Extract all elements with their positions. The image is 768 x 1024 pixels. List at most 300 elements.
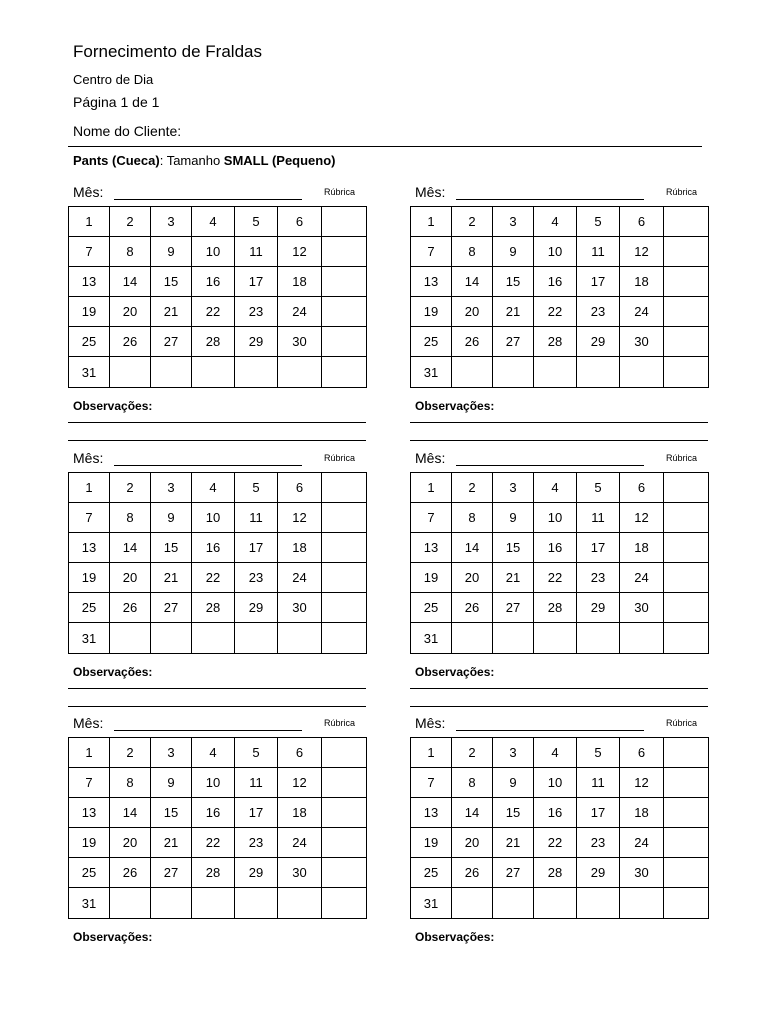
day-cell[interactable]: 27 bbox=[151, 593, 192, 623]
day-cell[interactable]: 4 bbox=[534, 473, 577, 503]
day-cell[interactable]: 8 bbox=[452, 237, 493, 267]
day-cell[interactable]: 6 bbox=[278, 738, 322, 768]
observations-label: Observações: bbox=[73, 930, 153, 944]
day-cell[interactable]: 12 bbox=[278, 237, 322, 267]
rubrica-cell[interactable] bbox=[322, 327, 367, 357]
day-cell[interactable] bbox=[151, 623, 192, 654]
day-cell[interactable]: 17 bbox=[577, 798, 620, 828]
day-cell[interactable]: 16 bbox=[534, 533, 577, 563]
day-cell[interactable]: 11 bbox=[577, 768, 620, 798]
day-cell[interactable]: 23 bbox=[235, 828, 278, 858]
day-cell[interactable]: 19 bbox=[411, 297, 452, 327]
rubrica-cell[interactable] bbox=[664, 267, 709, 297]
days-row bbox=[69, 858, 367, 888]
day-cell[interactable]: 17 bbox=[577, 267, 620, 297]
day-cell[interactable] bbox=[192, 357, 235, 388]
day-cell[interactable]: 7 bbox=[411, 768, 452, 798]
rubrica-cell[interactable] bbox=[664, 237, 709, 267]
day-cell[interactable]: 18 bbox=[278, 267, 322, 297]
rubrica-label: Rúbrica bbox=[324, 187, 356, 197]
day-cell[interactable]: 30 bbox=[278, 858, 322, 888]
day-cell[interactable] bbox=[620, 623, 664, 654]
day-cell[interactable]: 8 bbox=[452, 768, 493, 798]
observations-line[interactable] bbox=[410, 688, 708, 689]
day-cell[interactable]: 29 bbox=[235, 327, 278, 357]
rubrica-cell[interactable] bbox=[664, 768, 709, 798]
day-cell[interactable] bbox=[151, 888, 192, 919]
day-cell[interactable]: 17 bbox=[235, 798, 278, 828]
day-cell[interactable]: 12 bbox=[620, 503, 664, 533]
day-cell[interactable] bbox=[620, 357, 664, 388]
observations-line[interactable] bbox=[68, 422, 366, 423]
rubrica-cell[interactable] bbox=[322, 768, 367, 798]
day-cell[interactable]: 7 bbox=[69, 503, 110, 533]
days-row bbox=[69, 473, 367, 503]
day-cell[interactable]: 20 bbox=[452, 563, 493, 593]
day-cell[interactable]: 5 bbox=[577, 738, 620, 768]
days-row bbox=[69, 828, 367, 858]
day-cell[interactable]: 13 bbox=[411, 798, 452, 828]
days-row bbox=[69, 768, 367, 798]
day-cell[interactable]: 25 bbox=[411, 327, 452, 357]
day-cell[interactable] bbox=[577, 623, 620, 654]
day-cell[interactable]: 12 bbox=[620, 768, 664, 798]
day-cell[interactable]: 30 bbox=[278, 327, 322, 357]
month-field[interactable] bbox=[114, 199, 302, 200]
day-cell[interactable] bbox=[192, 623, 235, 654]
day-cell[interactable]: 11 bbox=[235, 503, 278, 533]
day-cell[interactable]: 15 bbox=[151, 267, 192, 297]
day-cell[interactable]: 21 bbox=[493, 563, 534, 593]
day-cell[interactable]: 30 bbox=[620, 593, 664, 623]
day-cell[interactable]: 4 bbox=[192, 473, 235, 503]
day-cell[interactable]: 20 bbox=[452, 828, 493, 858]
day-cell[interactable]: 9 bbox=[151, 503, 192, 533]
day-cell[interactable]: 26 bbox=[452, 327, 493, 357]
day-cell[interactable]: 6 bbox=[278, 207, 322, 237]
day-cell[interactable]: 11 bbox=[577, 503, 620, 533]
day-cell[interactable]: 25 bbox=[69, 327, 110, 357]
day-cell[interactable]: 17 bbox=[235, 267, 278, 297]
day-cell[interactable]: 29 bbox=[577, 858, 620, 888]
day-cell[interactable]: 6 bbox=[620, 207, 664, 237]
rubrica-cell[interactable] bbox=[322, 267, 367, 297]
rubrica-cell[interactable] bbox=[322, 593, 367, 623]
days-row bbox=[69, 738, 367, 768]
observations-line[interactable] bbox=[410, 440, 708, 441]
month-block-4 bbox=[410, 450, 710, 710]
day-cell[interactable]: 27 bbox=[151, 327, 192, 357]
day-cell[interactable]: 5 bbox=[235, 207, 278, 237]
day-cell[interactable]: 7 bbox=[69, 768, 110, 798]
day-cell[interactable]: 19 bbox=[69, 828, 110, 858]
day-cell[interactable] bbox=[534, 888, 577, 919]
day-cell[interactable]: 12 bbox=[278, 768, 322, 798]
day-cell[interactable]: 9 bbox=[493, 237, 534, 267]
day-cell[interactable] bbox=[278, 357, 322, 388]
day-cell[interactable] bbox=[151, 357, 192, 388]
day-cell[interactable] bbox=[110, 357, 151, 388]
day-cell[interactable] bbox=[278, 623, 322, 654]
rubrica-cell[interactable] bbox=[664, 207, 709, 237]
day-cell[interactable]: 20 bbox=[110, 563, 151, 593]
day-cell[interactable]: 2 bbox=[452, 738, 493, 768]
day-cell[interactable] bbox=[235, 623, 278, 654]
day-cell[interactable]: 27 bbox=[493, 327, 534, 357]
day-cell[interactable]: 26 bbox=[452, 593, 493, 623]
day-cell[interactable] bbox=[493, 623, 534, 654]
day-cell[interactable]: 24 bbox=[620, 828, 664, 858]
day-cell[interactable]: 31 bbox=[411, 888, 452, 919]
day-cell[interactable]: 25 bbox=[69, 858, 110, 888]
day-cell[interactable]: 31 bbox=[69, 888, 110, 919]
day-cell[interactable]: 16 bbox=[534, 798, 577, 828]
product-type: Pants (Cueca) bbox=[73, 153, 160, 168]
day-cell[interactable]: 26 bbox=[110, 593, 151, 623]
day-cell[interactable]: 24 bbox=[278, 297, 322, 327]
day-cell[interactable]: 14 bbox=[452, 798, 493, 828]
day-cell[interactable]: 1 bbox=[411, 738, 452, 768]
day-cell[interactable]: 26 bbox=[452, 858, 493, 888]
days-row bbox=[411, 888, 709, 919]
day-cell[interactable]: 1 bbox=[69, 207, 110, 237]
rubrica-cell[interactable] bbox=[322, 563, 367, 593]
day-cell[interactable]: 14 bbox=[110, 533, 151, 563]
day-cell[interactable]: 30 bbox=[620, 858, 664, 888]
day-cell[interactable]: 22 bbox=[192, 297, 235, 327]
day-cell[interactable]: 11 bbox=[577, 237, 620, 267]
days-row bbox=[69, 357, 367, 388]
day-cell[interactable] bbox=[452, 357, 493, 388]
day-cell[interactable]: 28 bbox=[534, 593, 577, 623]
rubrica-cell[interactable] bbox=[664, 738, 709, 768]
day-cell[interactable]: 21 bbox=[493, 297, 534, 327]
day-cell[interactable] bbox=[493, 357, 534, 388]
day-cell[interactable]: 8 bbox=[110, 237, 151, 267]
day-cell[interactable]: 20 bbox=[110, 828, 151, 858]
day-cell[interactable]: 17 bbox=[235, 533, 278, 563]
day-cell[interactable]: 30 bbox=[278, 593, 322, 623]
day-cell[interactable]: 18 bbox=[278, 798, 322, 828]
day-cell[interactable] bbox=[577, 888, 620, 919]
day-cell[interactable]: 18 bbox=[620, 267, 664, 297]
day-cell[interactable]: 25 bbox=[411, 858, 452, 888]
day-cell[interactable]: 22 bbox=[534, 828, 577, 858]
rubrica-cell[interactable] bbox=[664, 503, 709, 533]
day-cell[interactable]: 14 bbox=[110, 798, 151, 828]
day-cell[interactable]: 4 bbox=[192, 738, 235, 768]
day-cell[interactable]: 4 bbox=[534, 738, 577, 768]
day-cell[interactable]: 16 bbox=[192, 798, 235, 828]
observations-label: Observações: bbox=[415, 930, 495, 944]
rubrica-cell[interactable] bbox=[322, 297, 367, 327]
rubrica-cell[interactable] bbox=[664, 858, 709, 888]
rubrica-cell[interactable] bbox=[322, 828, 367, 858]
month-block-6 bbox=[410, 715, 710, 975]
day-cell[interactable]: 23 bbox=[577, 563, 620, 593]
day-cell[interactable] bbox=[493, 888, 534, 919]
days-row bbox=[69, 503, 367, 533]
day-cell[interactable]: 6 bbox=[620, 473, 664, 503]
days-row bbox=[411, 327, 709, 357]
day-cell[interactable] bbox=[278, 888, 322, 919]
observations-line[interactable] bbox=[410, 422, 708, 423]
day-cell[interactable]: 19 bbox=[69, 297, 110, 327]
day-cell[interactable]: 21 bbox=[151, 297, 192, 327]
client-name-label: Nome do Cliente: bbox=[73, 123, 182, 139]
day-cell[interactable]: 24 bbox=[620, 563, 664, 593]
day-cell[interactable]: 10 bbox=[192, 237, 235, 267]
days-row bbox=[411, 207, 709, 237]
day-cell[interactable]: 18 bbox=[620, 533, 664, 563]
day-cell[interactable]: 12 bbox=[620, 237, 664, 267]
day-cell[interactable]: 10 bbox=[534, 503, 577, 533]
day-cell[interactable]: 10 bbox=[192, 768, 235, 798]
day-cell[interactable]: 1 bbox=[411, 207, 452, 237]
day-cell[interactable]: 14 bbox=[110, 267, 151, 297]
day-cell[interactable]: 29 bbox=[577, 593, 620, 623]
day-cell[interactable]: 30 bbox=[620, 327, 664, 357]
day-cell[interactable]: 9 bbox=[151, 768, 192, 798]
day-cell[interactable]: 15 bbox=[493, 533, 534, 563]
rubrica-cell[interactable] bbox=[664, 828, 709, 858]
day-cell[interactable]: 5 bbox=[577, 473, 620, 503]
observations-line[interactable] bbox=[68, 706, 366, 707]
rubrica-cell[interactable] bbox=[664, 473, 709, 503]
day-cell[interactable]: 24 bbox=[620, 297, 664, 327]
observations-line[interactable] bbox=[68, 688, 366, 689]
day-cell[interactable]: 2 bbox=[452, 473, 493, 503]
day-cell[interactable]: 31 bbox=[411, 357, 452, 388]
observations-line[interactable] bbox=[68, 440, 366, 441]
day-cell[interactable]: 23 bbox=[235, 563, 278, 593]
month-block-3 bbox=[68, 450, 368, 710]
day-cell[interactable]: 16 bbox=[534, 267, 577, 297]
rubrica-cell[interactable] bbox=[664, 593, 709, 623]
day-cell[interactable]: 14 bbox=[452, 533, 493, 563]
rubrica-cell[interactable] bbox=[664, 623, 709, 654]
day-cell[interactable]: 10 bbox=[534, 237, 577, 267]
day-cell[interactable]: 31 bbox=[411, 623, 452, 654]
days-grid bbox=[68, 206, 367, 388]
days-row bbox=[411, 738, 709, 768]
day-cell[interactable]: 19 bbox=[411, 828, 452, 858]
day-cell[interactable]: 22 bbox=[192, 828, 235, 858]
day-cell[interactable]: 8 bbox=[452, 503, 493, 533]
days-grid bbox=[410, 206, 709, 388]
rubrica-cell[interactable] bbox=[322, 533, 367, 563]
day-cell[interactable]: 9 bbox=[151, 237, 192, 267]
month-field[interactable] bbox=[114, 465, 302, 466]
day-cell[interactable] bbox=[235, 357, 278, 388]
day-cell[interactable]: 10 bbox=[534, 768, 577, 798]
day-cell[interactable]: 18 bbox=[278, 533, 322, 563]
day-cell[interactable]: 3 bbox=[151, 473, 192, 503]
day-cell[interactable] bbox=[534, 357, 577, 388]
day-cell[interactable] bbox=[452, 623, 493, 654]
day-cell[interactable]: 27 bbox=[151, 858, 192, 888]
day-cell[interactable]: 17 bbox=[577, 533, 620, 563]
day-cell[interactable]: 24 bbox=[278, 563, 322, 593]
day-cell[interactable]: 4 bbox=[192, 207, 235, 237]
day-cell[interactable]: 18 bbox=[620, 798, 664, 828]
day-cell[interactable]: 27 bbox=[493, 858, 534, 888]
day-cell[interactable]: 6 bbox=[278, 473, 322, 503]
day-cell[interactable]: 6 bbox=[620, 738, 664, 768]
day-cell[interactable]: 1 bbox=[69, 473, 110, 503]
day-cell[interactable]: 11 bbox=[235, 768, 278, 798]
rubrica-cell[interactable] bbox=[322, 357, 367, 388]
day-cell[interactable]: 10 bbox=[192, 503, 235, 533]
days-row bbox=[411, 563, 709, 593]
day-cell[interactable] bbox=[620, 888, 664, 919]
month-field[interactable] bbox=[456, 199, 644, 200]
day-cell[interactable]: 27 bbox=[493, 593, 534, 623]
rubrica-cell[interactable] bbox=[664, 533, 709, 563]
month-field[interactable] bbox=[114, 730, 302, 731]
rubrica-cell[interactable] bbox=[322, 237, 367, 267]
day-cell[interactable] bbox=[534, 623, 577, 654]
day-cell[interactable]: 3 bbox=[493, 207, 534, 237]
day-cell[interactable]: 15 bbox=[493, 267, 534, 297]
day-cell[interactable] bbox=[577, 357, 620, 388]
day-cell[interactable]: 3 bbox=[151, 207, 192, 237]
day-cell[interactable]: 26 bbox=[110, 327, 151, 357]
days-grid bbox=[68, 472, 367, 654]
day-cell[interactable]: 1 bbox=[411, 473, 452, 503]
day-cell[interactable]: 31 bbox=[69, 357, 110, 388]
day-cell[interactable]: 15 bbox=[151, 798, 192, 828]
day-cell[interactable]: 25 bbox=[69, 593, 110, 623]
day-cell[interactable]: 22 bbox=[534, 563, 577, 593]
day-cell[interactable]: 23 bbox=[577, 297, 620, 327]
month-field[interactable] bbox=[456, 730, 644, 731]
days-row bbox=[411, 267, 709, 297]
day-cell[interactable]: 11 bbox=[235, 237, 278, 267]
day-cell[interactable]: 21 bbox=[151, 563, 192, 593]
day-cell[interactable] bbox=[235, 888, 278, 919]
client-name-field[interactable] bbox=[68, 146, 702, 147]
rubrica-cell[interactable] bbox=[664, 563, 709, 593]
rubrica-cell[interactable] bbox=[322, 207, 367, 237]
day-cell[interactable]: 13 bbox=[69, 533, 110, 563]
day-cell[interactable]: 2 bbox=[452, 207, 493, 237]
day-cell[interactable]: 24 bbox=[278, 828, 322, 858]
day-cell[interactable]: 3 bbox=[493, 738, 534, 768]
day-cell[interactable]: 2 bbox=[110, 473, 151, 503]
day-cell[interactable] bbox=[192, 888, 235, 919]
day-cell[interactable]: 4 bbox=[534, 207, 577, 237]
day-cell[interactable]: 13 bbox=[411, 533, 452, 563]
day-cell[interactable]: 21 bbox=[151, 828, 192, 858]
day-cell[interactable]: 20 bbox=[110, 297, 151, 327]
rubrica-cell[interactable] bbox=[322, 798, 367, 828]
day-cell[interactable]: 8 bbox=[110, 503, 151, 533]
day-cell[interactable]: 5 bbox=[235, 738, 278, 768]
day-cell[interactable]: 14 bbox=[452, 267, 493, 297]
day-cell[interactable]: 2 bbox=[110, 207, 151, 237]
day-cell[interactable]: 5 bbox=[235, 473, 278, 503]
day-cell[interactable] bbox=[110, 623, 151, 654]
rubrica-cell[interactable] bbox=[664, 297, 709, 327]
day-cell[interactable]: 8 bbox=[110, 768, 151, 798]
day-cell[interactable]: 23 bbox=[235, 297, 278, 327]
day-cell[interactable]: 28 bbox=[192, 327, 235, 357]
day-cell[interactable]: 13 bbox=[69, 267, 110, 297]
observations-label: Observações: bbox=[415, 399, 495, 413]
rubrica-label: Rúbrica bbox=[666, 718, 698, 728]
day-cell[interactable]: 7 bbox=[411, 237, 452, 267]
day-cell[interactable]: 19 bbox=[69, 563, 110, 593]
day-cell[interactable]: 15 bbox=[151, 533, 192, 563]
month-field[interactable] bbox=[456, 465, 644, 466]
day-cell[interactable]: 22 bbox=[192, 563, 235, 593]
day-cell[interactable]: 9 bbox=[493, 503, 534, 533]
day-cell[interactable]: 29 bbox=[577, 327, 620, 357]
month-block-2 bbox=[410, 184, 710, 444]
rubrica-cell[interactable] bbox=[664, 888, 709, 919]
day-cell[interactable]: 20 bbox=[452, 297, 493, 327]
day-cell[interactable]: 31 bbox=[69, 623, 110, 654]
day-cell[interactable]: 12 bbox=[278, 503, 322, 533]
day-cell[interactable]: 29 bbox=[235, 858, 278, 888]
rubrica-cell[interactable] bbox=[664, 357, 709, 388]
day-cell[interactable]: 7 bbox=[69, 237, 110, 267]
day-cell[interactable]: 28 bbox=[534, 858, 577, 888]
rubrica-cell[interactable] bbox=[322, 738, 367, 768]
day-cell[interactable]: 15 bbox=[493, 798, 534, 828]
day-cell[interactable]: 13 bbox=[69, 798, 110, 828]
page-number: Página 1 de 1 bbox=[73, 94, 160, 110]
rubrica-cell[interactable] bbox=[664, 798, 709, 828]
day-cell[interactable]: 3 bbox=[493, 473, 534, 503]
day-cell[interactable]: 22 bbox=[534, 297, 577, 327]
day-cell[interactable]: 3 bbox=[151, 738, 192, 768]
rubrica-cell[interactable] bbox=[322, 503, 367, 533]
day-cell[interactable]: 28 bbox=[534, 327, 577, 357]
day-cell[interactable]: 19 bbox=[411, 563, 452, 593]
day-cell[interactable]: 28 bbox=[192, 593, 235, 623]
days-row bbox=[69, 593, 367, 623]
day-cell[interactable]: 29 bbox=[235, 593, 278, 623]
day-cell[interactable]: 16 bbox=[192, 267, 235, 297]
day-cell[interactable]: 9 bbox=[493, 768, 534, 798]
observations-line[interactable] bbox=[410, 706, 708, 707]
days-row bbox=[411, 798, 709, 828]
day-cell[interactable] bbox=[452, 888, 493, 919]
month-label: Mês: bbox=[73, 450, 104, 466]
day-cell[interactable]: 21 bbox=[493, 828, 534, 858]
day-cell[interactable]: 1 bbox=[69, 738, 110, 768]
day-cell[interactable]: 13 bbox=[411, 267, 452, 297]
day-cell[interactable]: 23 bbox=[577, 828, 620, 858]
rubrica-label: Rúbrica bbox=[666, 187, 698, 197]
rubrica-cell[interactable] bbox=[322, 858, 367, 888]
rubrica-cell[interactable] bbox=[322, 623, 367, 654]
day-cell[interactable]: 25 bbox=[411, 593, 452, 623]
day-cell[interactable]: 16 bbox=[192, 533, 235, 563]
day-cell[interactable]: 2 bbox=[110, 738, 151, 768]
day-cell[interactable]: 26 bbox=[110, 858, 151, 888]
rubrica-cell[interactable] bbox=[322, 888, 367, 919]
day-cell[interactable]: 7 bbox=[411, 503, 452, 533]
day-cell[interactable]: 5 bbox=[577, 207, 620, 237]
day-cell[interactable]: 28 bbox=[192, 858, 235, 888]
rubrica-cell[interactable] bbox=[322, 473, 367, 503]
days-row bbox=[411, 297, 709, 327]
rubrica-cell[interactable] bbox=[664, 327, 709, 357]
day-cell[interactable] bbox=[110, 888, 151, 919]
